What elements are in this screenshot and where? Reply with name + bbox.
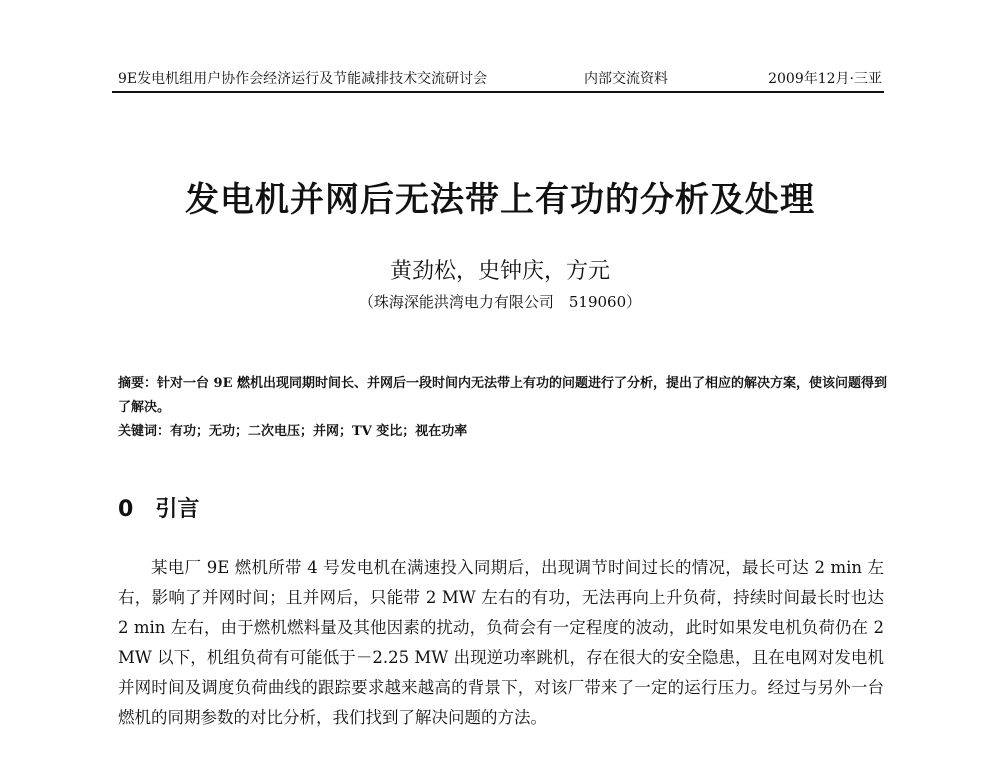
header-rule [112,91,884,93]
paper-title: 发电机并网后无法带上有功的分析及处理 [185,180,815,220]
header-note: 内部交流资料 [584,71,668,87]
abstract-text: 针对一台 9E 燃机出现同期时间长、并网后一段时间内无法带上有功的问题进行了分析，提出了相应的解决方案，使该问题得到了解决。 [118,376,888,415]
section-title: 引言 [155,497,200,522]
header-conference: 9E发电机组用户协作会经济运行及节能减排技术交流研讨会 [118,71,488,87]
keywords [118,420,888,444]
keywords-text: 有功；无功；二次电压；并网；TV 变比；视在功率 [170,424,468,439]
section-number: 0 [118,497,134,522]
abstract-block [118,372,888,444]
keywords-label: 关键词： [118,424,171,439]
abstract-label: 摘要： [118,376,158,391]
abstract [118,372,888,420]
authors: 黄劲松，史钟庆，方元 [389,259,610,284]
header-date: 2009年12月·三亚 [768,71,882,87]
running-header [118,68,882,88]
section-heading [118,492,221,523]
body-paragraph: 某电厂 9E 燃机所带 4 号发电机在满速投入同期后，出现调节时间过长的情况，最长可达 2 min 左右，影响了并网时间；且并网后，只能带 2 MW 左右的有功，无法再向上升负荷，持续时间最长时也达 2 min 左右，由于燃机燃料量及其他因素的扰动，负荷会有一定程度的波动，此时如果发电机负荷仍在 2 MW 以下，机组负荷有可能低于－2.25 MW 出现逆功率跳机，存在很大的安全隐患，且在电网对发电机并网时间及调度负荷曲线的跟踪要求越来越高的背景下，对该厂带来了一定的运行压力。经过与另外一台燃机的同期参数的对比分析，我们找到了解决问题的方法。 [118,558,884,727]
affiliation: （珠海深能洪湾电力有限公司 519060） [358,293,642,311]
